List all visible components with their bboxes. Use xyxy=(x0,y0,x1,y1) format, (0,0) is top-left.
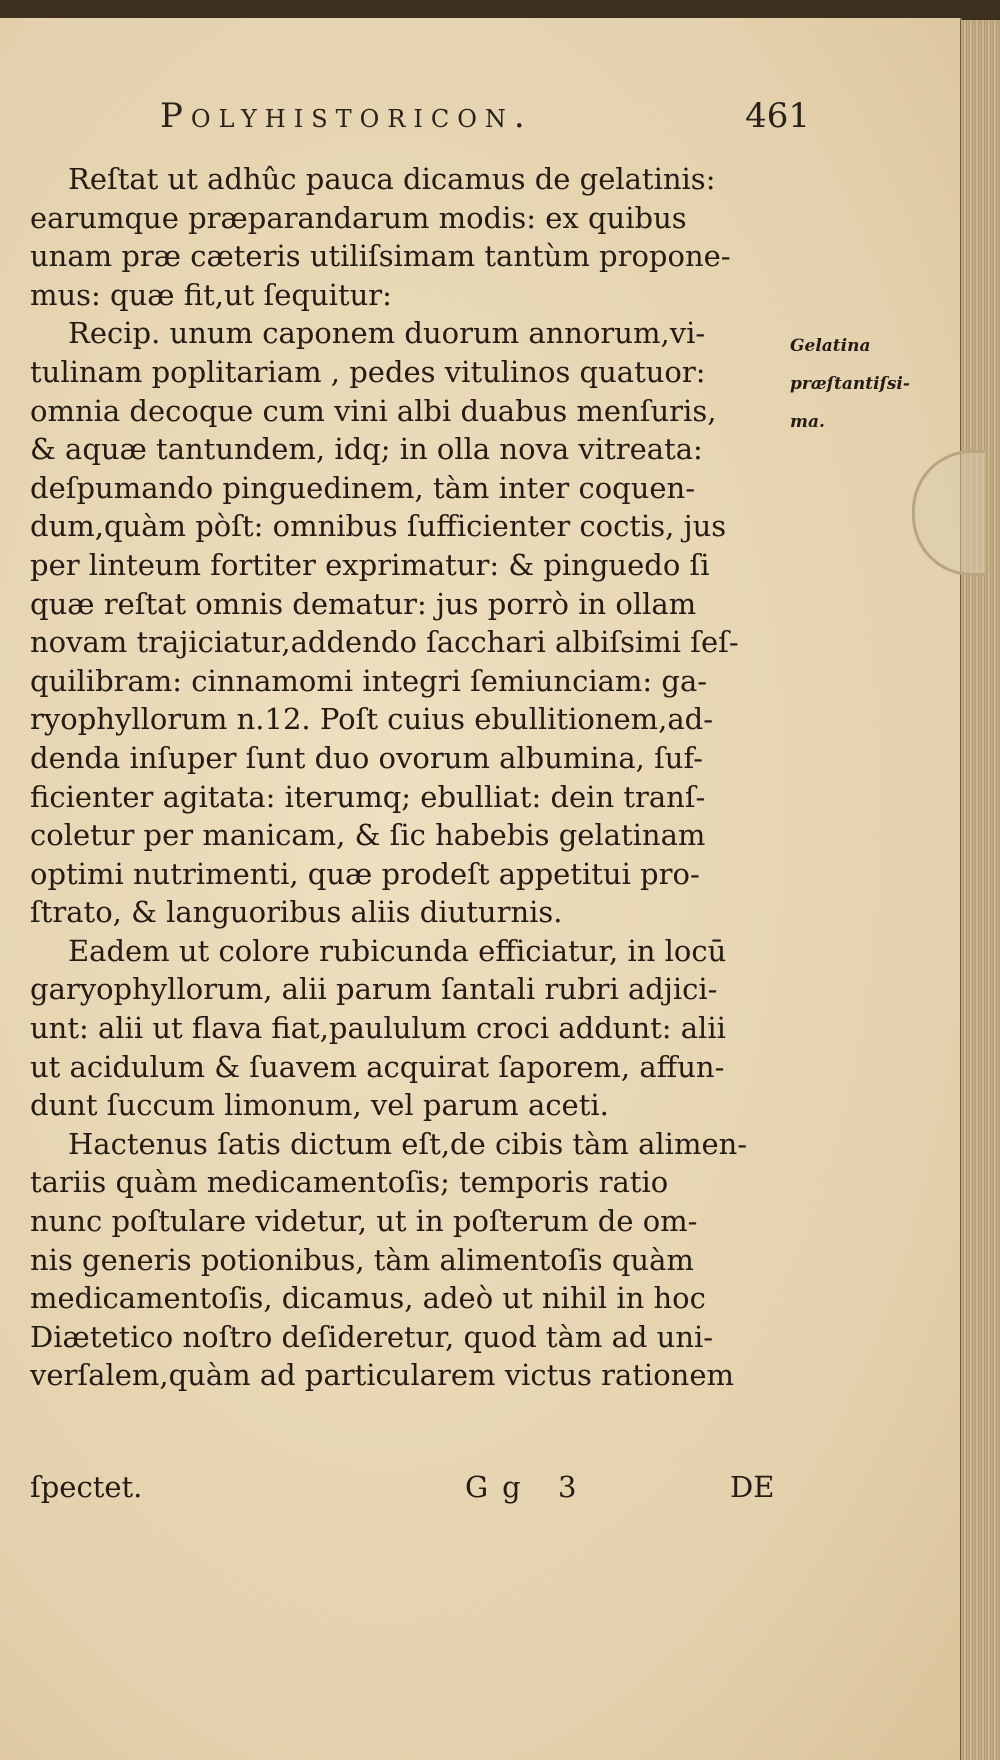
running-head: Polyhistoricon. xyxy=(160,96,533,136)
signature-mark: Gg 3 xyxy=(465,1470,591,1504)
text-line: verſalem,quàm ad particularem victus rationem xyxy=(30,1358,734,1393)
text-line: denda inſuper ſunt duo ovorum albumina, ſuf- xyxy=(30,740,703,775)
final-word: ſpectet. xyxy=(30,1470,143,1504)
text-line: ficienter agitata: iterumq; ebulliat: dein tranſ- xyxy=(30,779,706,814)
text-line: medicamentoſis, dicamus, adeò ut nihil in hoc xyxy=(30,1281,706,1316)
book-fore-edge xyxy=(960,20,1000,1760)
text-line: nis generis potionibus, tàm alimentoſis quàm xyxy=(30,1242,694,1277)
text-line: dunt ſuccum limonum, vel parum aceti. xyxy=(30,1088,609,1123)
catchword: DE xyxy=(730,1470,775,1504)
text-line: quilibram: cinnamomi integri ſemiunciam: ga- xyxy=(30,663,708,698)
text-line: earumque præparandarum modis: ex quibus xyxy=(30,200,687,235)
text-line: omnia decoque cum vini albi duabus menſuris, xyxy=(30,393,717,428)
text-line: novam trajiciatur,addendo ſacchari albiſsimi ſeſ- xyxy=(30,625,739,660)
text-line: garyophyllorum, alii parum ſantali rubri adjici- xyxy=(30,972,718,1007)
text-line: tulinam poplitariam , pedes vitulinos quatuor: xyxy=(30,354,706,389)
text-line: ut acidulum & ſuavem acquirat ſaporem, affun- xyxy=(30,1049,725,1084)
text-line: optimi nutrimenti, quæ prodeſt appetitui pro- xyxy=(30,856,700,891)
text-line: Recip. unum caponem duorum annorum,vi- xyxy=(68,316,706,351)
text-line: & aquæ tantundem, idq; in olla nova vitreata: xyxy=(30,432,703,467)
margin-note xyxy=(790,327,955,441)
margin-note-line: præſtantiſsi- xyxy=(790,374,910,394)
text-line: Hactenus ſatis dictum eſt,de cibis tàm alimen- xyxy=(68,1126,748,1161)
margin-note-line: Gelatina xyxy=(790,336,871,356)
body-text xyxy=(30,160,800,1395)
text-line: nunc poſtulare videtur, ut in poſterum de om- xyxy=(30,1204,698,1239)
page-number: 461 xyxy=(745,96,810,136)
book-top-edge xyxy=(0,0,1000,20)
text-line: coletur per manicam, & ſic habebis gelatinam xyxy=(30,818,706,853)
text-line: dum,quàm pòſt: omnibus ſufficienter coctis, jus xyxy=(30,509,727,544)
text-line: unt: alii ut flava fiat,paululum croci addunt: alii xyxy=(30,1011,726,1046)
text-line: tariis quàm medicamentoſis; temporis ratio xyxy=(30,1165,669,1200)
text-line: mus: quæ fit,ut ſequitur: xyxy=(30,277,392,312)
text-line: Eadem ut colore rubicunda efficiatur, in locū xyxy=(68,933,727,968)
text-line: quæ reſtat omnis dematur: jus porrò in ollam xyxy=(30,586,697,621)
text-line: per linteum fortiter exprimatur: & pinguedo ſi xyxy=(30,547,710,582)
text-line: ryophyllorum n.12. Poſt cuius ebullitionem,ad- xyxy=(30,702,714,737)
text-line: deſpumando pinguedinem, tàm inter coquen- xyxy=(30,470,696,505)
text-line: Reſtat ut adhûc pauca dicamus de gelatinis: xyxy=(68,162,716,196)
footer-line xyxy=(30,1470,800,1510)
page-header xyxy=(160,96,810,142)
text-line: ſtrato, & languoribus aliis diuturnis. xyxy=(30,895,563,930)
text-line: unam præ cæteris utiliſsimam tantùm propone- xyxy=(30,239,731,274)
margin-note-line: ma. xyxy=(790,412,825,432)
text-line: Diætetico noſtro deſideretur, quod tàm ad uni- xyxy=(30,1319,714,1354)
